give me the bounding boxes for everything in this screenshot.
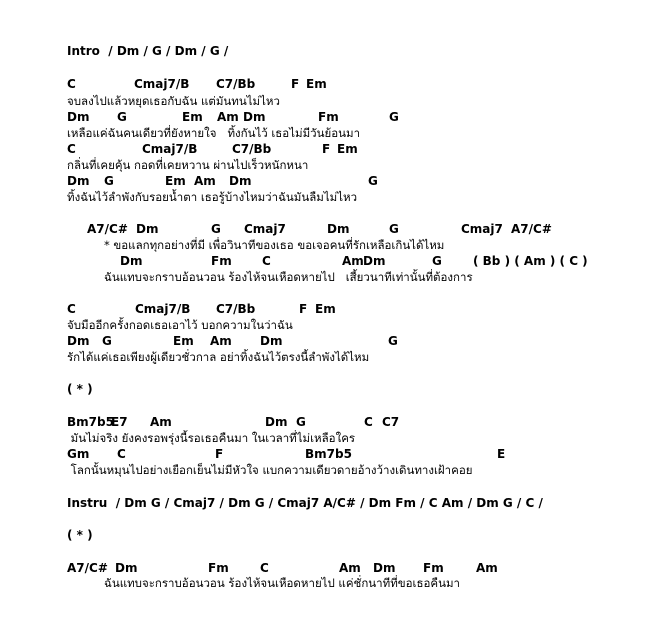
chord: Cmaj7/B — [135, 302, 191, 316]
chord: Cmaj7 — [461, 222, 503, 236]
chord: Am — [339, 561, 361, 575]
chord: G — [211, 222, 221, 236]
chord: Dm — [260, 334, 283, 348]
chord: Em — [165, 174, 186, 188]
chord: G — [102, 334, 112, 348]
chord: G — [104, 174, 114, 188]
bridge-lyric-1: มันไม่จริง ยังคงรอพรุ่งนี้รอเธอคืนมา ในเวลาที่ไม่เหลือใคร — [67, 431, 356, 445]
chord: Dm — [243, 110, 266, 124]
chord: Cmaj7 — [244, 222, 286, 236]
verse2-lyric-1: จับมืออีกครั้งกอดเธอเอาไว้ บอกความในว่าฉัน — [67, 318, 293, 332]
chord: Am — [194, 174, 216, 188]
chord: C7/Bb — [216, 77, 256, 91]
chord: Dm — [120, 254, 143, 268]
chord: G — [388, 334, 398, 348]
chord: Fm — [423, 561, 444, 575]
chord: Fm — [318, 110, 339, 124]
chord: F — [322, 142, 331, 156]
chord: G — [117, 110, 127, 124]
outro-lyric-1: ฉันแทบจะกราบอ้อนวอน ร้องไห้จนเหือดหายไป แค่ชั่กนาทีที่ขอเธอคืนมา — [104, 576, 460, 590]
chord: G — [389, 110, 399, 124]
chord: Em — [306, 77, 327, 91]
chord: Am — [342, 254, 364, 268]
intro-line: Intro / Dm / G / Dm / G / — [67, 44, 229, 58]
chord: C — [117, 447, 126, 461]
chord: A7/C# — [67, 561, 108, 575]
repeat-marker-1: ( * ) — [67, 382, 93, 396]
chorus-lyric-1: * ขอแลกทุกอย่างที่มี เพื่อวินาทีของเธอ ขอเจอคนที่รักเหลือเกินได้ไหม — [104, 238, 445, 252]
chord: G — [296, 415, 306, 429]
chord: C — [364, 415, 373, 429]
chord: G — [368, 174, 378, 188]
chord: Am — [210, 334, 232, 348]
chord: F — [291, 77, 300, 91]
chord: F — [299, 302, 308, 316]
chord: Am — [476, 561, 498, 575]
verse1-lyric-2: เหลือแค่ฉันคนเดียวที่ยังหายใจ ทิ้งกันไว้ เธอไม่มีวันย้อนมา — [67, 126, 361, 140]
chord: C7/Bb — [216, 302, 256, 316]
chord: Cmaj7/B — [142, 142, 198, 156]
chord: Em — [182, 110, 203, 124]
chord: E7 — [111, 415, 128, 429]
instru-line: Instru / Dm G / Cmaj7 / Dm G / Cmaj7 A/C# / Dm Fm / C Am / Dm G / C / — [67, 496, 543, 510]
chord: C7 — [382, 415, 400, 429]
chord: G — [389, 222, 399, 236]
chord: Gm — [67, 447, 90, 461]
chord: F — [215, 447, 224, 461]
chord: ( Bb ) ( Am ) ( C ) — [473, 254, 588, 268]
chord: A7/C# — [87, 222, 128, 236]
chord: Am — [217, 110, 239, 124]
verse1-lyric-3: กลิ่นที่เคยคุ้น กอดที่เคยหวาน ผ่านไปเร็วหนักหนา — [67, 158, 309, 172]
chord: C — [67, 302, 76, 316]
chord: Dm — [136, 222, 159, 236]
chord: A7/C# — [511, 222, 552, 236]
chord: C — [260, 561, 269, 575]
chord: E — [497, 447, 506, 461]
chord: Cmaj7/B — [134, 77, 190, 91]
chord: Em — [173, 334, 194, 348]
verse2-lyric-2: รักได้แค่เธอเพียงผู้เดียวชั่วกาล อย่าทิ้งฉันไว้ตรงนี้ลำพังได้ไหม — [67, 350, 370, 364]
chord: Am — [150, 415, 172, 429]
verse1-lyric-1: จบลงไปแล้วหยุดเธอกับฉัน แต่มันทนไม่ไหว — [67, 94, 280, 108]
chord: Dm — [67, 174, 90, 188]
chord: Dm — [373, 561, 396, 575]
chord: Dm — [115, 561, 138, 575]
repeat-marker-2: ( * ) — [67, 528, 93, 542]
chord: Fm — [208, 561, 229, 575]
chord: Fm — [211, 254, 232, 268]
chord: Dm — [67, 334, 90, 348]
chord: Em — [315, 302, 336, 316]
chord: Em — [337, 142, 358, 156]
chord: Dm — [67, 110, 90, 124]
chord: Dm — [363, 254, 386, 268]
chord: C7/Bb — [232, 142, 272, 156]
chorus-lyric-2: ฉันแทบจะกราบอ้อนวอน ร้องไห้จนเหือดหายไป เสี้ยวนาทีเท่านั้นที่ต้องการ — [104, 270, 473, 284]
chord: Dm — [327, 222, 350, 236]
chord: C — [67, 77, 76, 91]
chord: Bm7b5 — [67, 415, 114, 429]
bridge-lyric-2: โลกนั้นหมุนไปอย่างเยือกเย็นไม่มีหัวใจ แบกความเดียวดายอ้างว้างเดินทางเฝ้าคอย — [67, 463, 473, 477]
chord: C — [67, 142, 76, 156]
chord: Dm — [265, 415, 288, 429]
chord: Dm — [229, 174, 252, 188]
chord: G — [432, 254, 442, 268]
verse1-lyric-4: ทิ้งฉันไว้ลำพังกับรอยน้ำตา เธอรู้บ้างไหมว่าฉันมันลืมไม่ไหว — [67, 190, 358, 204]
chord: Bm7b5 — [305, 447, 352, 461]
chord: C — [262, 254, 271, 268]
